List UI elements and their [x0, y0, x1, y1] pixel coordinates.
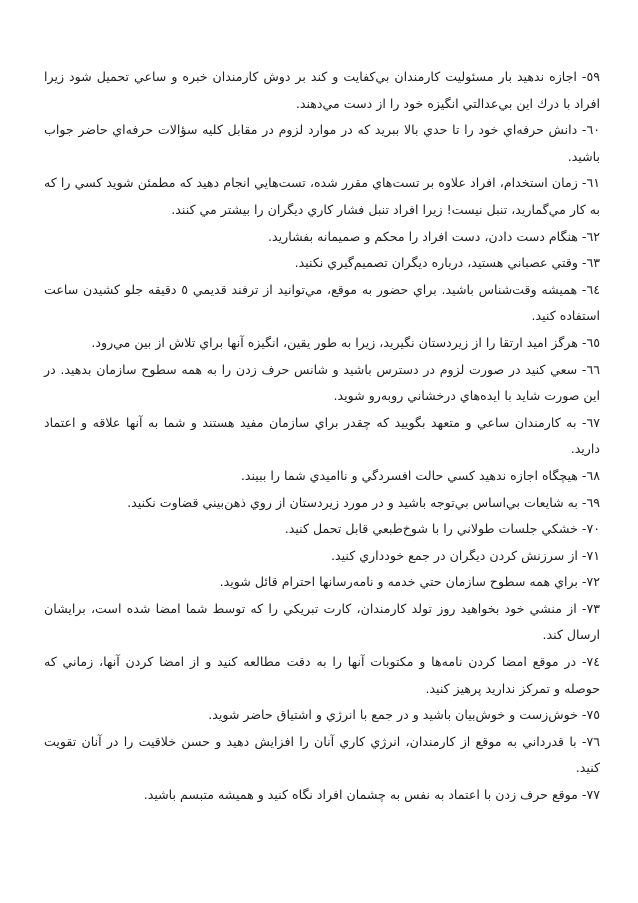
- tip-paragraph-59: ٥٩- اجازه ندهيد بار مسئوليت كارمندان بي‌كفايت و كند بر دوش كارمندان خبره و ساعي تحميل شود زيرا افراد با درك اين بي‌عدالتي انگيزه خود را از دست مي‌دهند.: [44, 69, 600, 111]
- tip-paragraph-64: ٦٤- هميشه وقت‌شناس باشيد. براي حضور به موقع، مي‌توانيد از ترفند قديمي ٥ دقيقه جلو كشيدن ساعت استفاده كنيد.: [44, 281, 600, 324]
- tip-paragraph-77: ٧٧- موقع حرف زدن با اعتماد به نفس به چشمان افراد نگاه كنيد و هميشه متبسم باشيد.: [143, 787, 600, 803]
- tip-paragraph-67: ٦٧- به كارمندان ساعي و متعهد بگوييد كه چقدر براي سازمان مفيد هستند و شما به آنها علاقه و اعتماد داريد.: [44, 414, 600, 457]
- tip-paragraph-71: ٧١- از سرزنش كردن ديگران در جمع خودداري كنيد.: [330, 547, 600, 563]
- document-page: [44, 64, 600, 809]
- tip-paragraph-75: ٧٥- خوش‌زست و خوش‌بيان باشيد و در جمع با انرژي و اشتياق حاضر شويد.: [208, 707, 600, 723]
- tip-paragraph-63: ٦٣- وقتي عصباني هستيد، درباره ديگران تصميم‌گيري نكنيد.: [294, 255, 600, 271]
- tip-paragraph-68: ٦٨- هيچگاه اجازه ندهيد كسي حالت افسردگي و نااميدي شما را ببيند.: [240, 467, 600, 483]
- tip-paragraph-76: ٧٦- با قدرداني به موقع از كارمندان، انرژي كاري آنان را افزايش دهيد و حسن خلاقيت را در آنان تقويت كنيد.: [44, 733, 600, 776]
- tip-paragraph-65: ٦٥- هرگز اميد ارتقا را از زيردستان نگيريد، زيرا به طور يقين، انگيزه آنها براي تلاش از بين مي‌رود.: [91, 334, 600, 350]
- tip-paragraph-70: ٧٠- خشكي جلسات طولاني را با شوخ‌طبعي قابل تحمل كنيد.: [284, 521, 600, 537]
- tip-paragraph-60: ٦٠- دانش حرفه‌اي خود را تا حدي بالا ببريد كه در موارد لزوم در مقابل كليه سؤالات حرفه‌اي حاضر جواب باشيد.: [44, 122, 600, 164]
- tip-paragraph-61: ٦١- زمان استخدام، افراد علاوه بر تست‌هاي مقرر شده، تست‌هايي انجام دهيد كه مطمئن شويد كسي را كه به كار مي‌گماريد، تنبل نيست! زيرا افراد تنبل فشار كاري ديگران را بيشتر مي كنند.: [44, 175, 600, 217]
- tip-paragraph-69: ٦٩- به شايعات بي‌اساس بي‌توجه باشيد و در مورد زيردستان از روي ذهن‌بيني قضاوت نكنيد.: [127, 494, 600, 510]
- tip-paragraph-66: ٦٦- سعي كنيد در صورت لزوم در دسترس باشيد و شانس حرف زدن را به همه سطوح سازمان بدهيد. در اين صورت شايد با ايده‌هاي درخشاني روبه‌رو شويد.: [44, 361, 600, 404]
- tip-paragraph-62: ٦٢- هنگام دست دادن، دست افراد را محكم و صميمانه بفشاريد.: [268, 228, 600, 244]
- tip-paragraph-74: ٧٤- در موقع امضا كردن نامه‌ها و مكتوبات آنها را به دقت مطالعه كنيد و از امضا كردن آنها، زماني كه حوصله و تمركز نداريد پرهيز كنيد.: [44, 654, 600, 696]
- tip-paragraph-72: ٧٢- براي همه سطوح سازمان حتي خدمه و نامه‌رسانها احترام قائل شويد.: [219, 574, 600, 590]
- tip-paragraph-73: ٧٣- از منشي خود بخواهيد روز تولد كارمندان، كارت تبريكي را كه توسط شما امضا شده است، برايشان ارسال كند.: [44, 600, 600, 643]
